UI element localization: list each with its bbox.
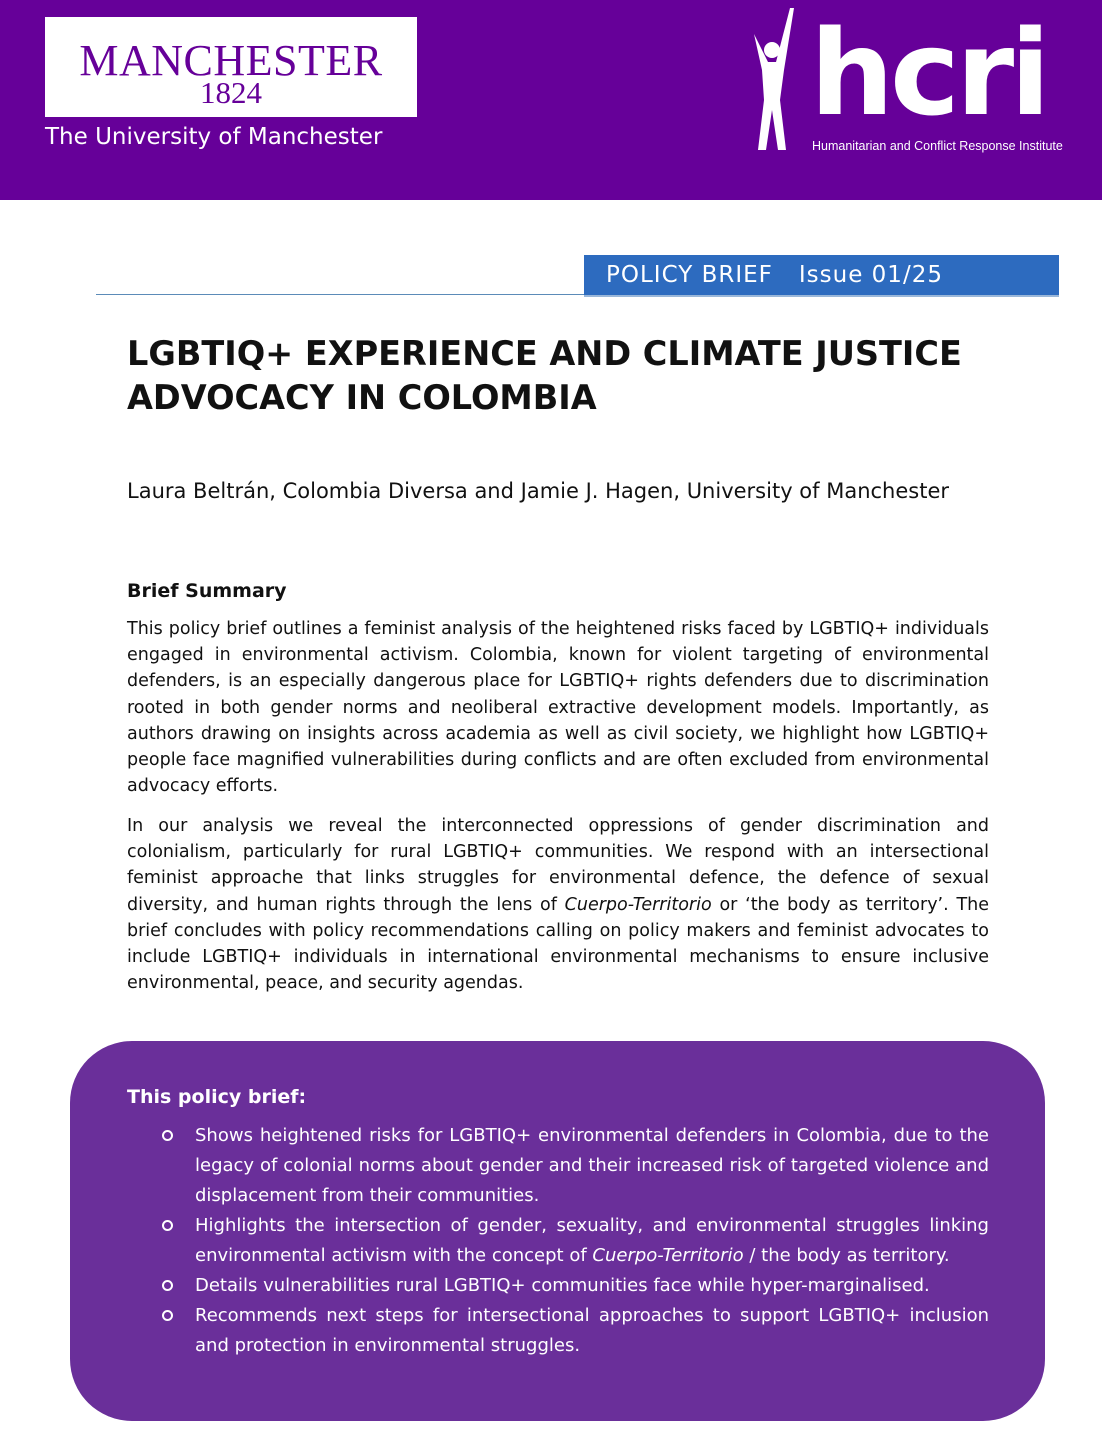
authors-line: Laura Beltrán, Colombia Diversa and Jamie J. Hagen, University of Manchester [127,479,950,503]
raised-arms-figure-icon [750,0,810,160]
list-item-italic: Cuerpo-Territorio [592,1245,744,1266]
header-rule [96,294,586,295]
issue-number: Issue 01/25 [798,262,943,288]
list-item-text: Shows heightened risks for LGBTIQ+ environmental defenders in Colombia, due to the legacy of colonial norms about gender and their increased risk of targeted violence and displacement from their communities. [195,1125,989,1206]
list-item-text: Recommends next steps for intersectional approaches to support LGBTIQ+ inclusion and protection in environmental struggles. [195,1305,989,1356]
summary-heading: Brief Summary [127,580,287,602]
list-item-text: Details vulnerabilities rural LGBTIQ+ communities face while hyper-marginalised. [195,1275,930,1296]
title-line-1: LGBTIQ+ EXPERIENCE AND CLIMATE JUSTICE [127,334,962,373]
university-logo-year: 1824 [200,75,262,110]
document-title [127,332,1047,420]
university-subtitle: The University of Manchester [45,124,383,150]
title-line-2: ADVOCACY IN COLOMBIA [127,378,597,417]
list-item-text-end: / the body as territory. [743,1245,950,1266]
university-logo-name: MANCHESTER [79,36,383,85]
circle-bullet-icon [162,1280,173,1291]
summary-paragraph-1: This policy brief outlines a feminist analysis of the heightened risks faced by LGBTIQ+ individuals engaged in environmental activism. Colombia, known for violent targeting of environmental defenders, is an especially dangerous place for LGBTIQ+ rights defenders due to discrimination rooted in both gender norms and neoliberal extractive development models. Importantly, as authors drawing on insights across academia as well as civil society, we highlight how LGBTIQ+ people face magnified vulnerabilities during conflicts and are often excluded from environmental advocacy efforts. [127,619,989,797]
list-item [162,1121,989,1211]
key-points-heading: This policy brief: [127,1086,307,1108]
policy-brief-tag [584,255,1059,297]
policy-brief-label: POLICY BRIEF [606,262,773,288]
circle-bullet-icon [162,1130,173,1141]
list-item [162,1301,989,1361]
key-points-list [162,1121,989,1361]
summary-paragraph-2 [127,813,989,996]
key-points-box [70,1041,1045,1421]
list-item [162,1271,989,1301]
hcri-subtitle: Humanitarian and Conflict Response Institute [812,139,1063,153]
summary-p2-text-end: or ‘the body as territory’. The brief concludes with policy recommendations calling on policy makers and feminist advocates to include LGBTIQ+ individuals in international environmental mechanisms to ensure inclusive environmental, peace, and security agendas. [127,894,989,994]
hcri-logo-word: hcri [810,4,1047,142]
circle-bullet-icon [162,1310,173,1321]
summary-p2-italic: Cuerpo-Territorio [564,894,712,915]
list-item-text: Highlights the intersection of gender, sexuality, and environmental struggles linking environmental activism with the concept of [195,1215,989,1266]
summary-p2-text: In our analysis we reveal the interconnected oppressions of gender discrimination and colonialism, particularly for rural LGBTIQ+ communities. We respond with an intersectional feminist approache that links struggles for environmental defence, the defence of sexual diversity, and human rights through the lens of [127,816,989,915]
circle-bullet-icon [162,1220,173,1231]
list-item [162,1211,989,1271]
university-logo [45,17,417,117]
header-band [0,0,1102,200]
